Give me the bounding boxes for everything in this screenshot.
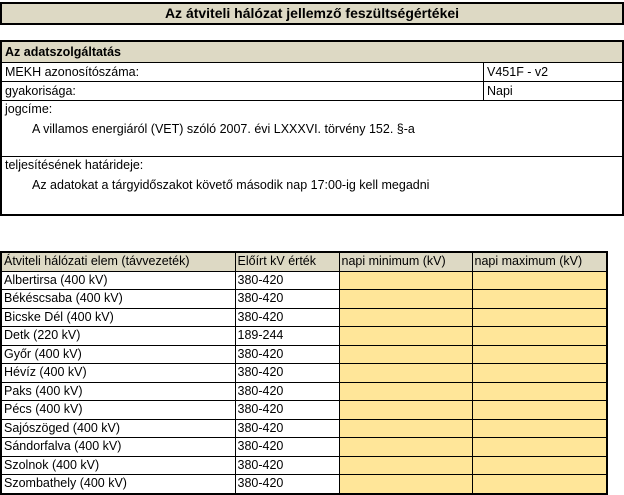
table-row	[1, 401, 607, 420]
column-header-min: napi minimum (kV)	[339, 252, 472, 271]
element-name: Detk (220 kV)	[1, 327, 235, 346]
daily-min-input[interactable]	[339, 327, 472, 346]
prescribed-range: 380-420	[235, 364, 339, 383]
mekh-row	[2, 63, 622, 82]
daily-max-input[interactable]	[472, 290, 607, 309]
daily-min-input[interactable]	[339, 364, 472, 383]
prescribed-range: 380-420	[235, 345, 339, 364]
prescribed-range: 380-420	[235, 438, 339, 457]
prescribed-range: 380-420	[235, 271, 339, 290]
prescribed-range: 380-420	[235, 475, 339, 494]
table-header-row	[1, 252, 607, 271]
daily-max-input[interactable]	[472, 345, 607, 364]
deadline-value: Az adatokat a tárgyidőszakot követő második nap 17:00-ig kell megadni	[32, 178, 430, 192]
daily-min-input[interactable]	[339, 271, 472, 290]
table-row	[1, 364, 607, 383]
daily-min-input[interactable]	[339, 475, 472, 494]
element-name: Sajószöged (400 kV)	[1, 419, 235, 438]
element-name: Békéscsaba (400 kV)	[1, 290, 235, 309]
element-name: Bicske Dél (400 kV)	[1, 308, 235, 327]
table-row	[1, 475, 607, 494]
daily-max-input[interactable]	[472, 456, 607, 475]
column-header-range: Előírt kV érték	[235, 252, 339, 271]
table-row	[1, 308, 607, 327]
daily-max-input[interactable]	[472, 382, 607, 401]
frequency-label: gyakorisága:	[2, 82, 484, 100]
element-name: Győr (400 kV)	[1, 345, 235, 364]
element-name: Szolnok (400 kV)	[1, 456, 235, 475]
daily-min-input[interactable]	[339, 345, 472, 364]
prescribed-range: 380-420	[235, 290, 339, 309]
daily-max-input[interactable]	[472, 308, 607, 327]
column-header-max: napi maximum (kV)	[472, 252, 607, 271]
prescribed-range: 380-420	[235, 382, 339, 401]
prescribed-range: 189-244	[235, 327, 339, 346]
table-row	[1, 419, 607, 438]
frequency-value[interactable]: Napi	[487, 84, 513, 98]
deadline-label: teljesítésének határideje:	[5, 158, 144, 172]
deadline-block	[2, 157, 622, 194]
prescribed-range: 380-420	[235, 419, 339, 438]
prescribed-range: 380-420	[235, 456, 339, 475]
element-name: Sándorfalva (400 kV)	[1, 438, 235, 457]
table-row	[1, 271, 607, 290]
daily-min-input[interactable]	[339, 438, 472, 457]
daily-min-input[interactable]	[339, 308, 472, 327]
daily-max-input[interactable]	[472, 419, 607, 438]
table-row	[1, 382, 607, 401]
legal-basis-value: A villamos energiáról (VET) szóló 2007. évi LXXXVI. törvény 152. §-a	[32, 122, 415, 136]
element-name: Pécs (400 kV)	[1, 401, 235, 420]
element-name: Albertirsa (400 kV)	[1, 271, 235, 290]
voltage-table	[0, 251, 608, 495]
element-name: Paks (400 kV)	[1, 382, 235, 401]
section-header: Az adatszolgáltatás	[2, 42, 622, 63]
mekh-value[interactable]: V451F - v2	[487, 65, 549, 79]
table-row	[1, 456, 607, 475]
daily-min-input[interactable]	[339, 419, 472, 438]
element-name: Szombathely (400 kV)	[1, 475, 235, 494]
legal-basis-block	[2, 101, 622, 157]
daily-min-input[interactable]	[339, 456, 472, 475]
table-row	[1, 345, 607, 364]
daily-min-input[interactable]	[339, 401, 472, 420]
frequency-row	[2, 82, 622, 101]
legal-basis-label: jogcíme:	[5, 102, 53, 116]
mekh-label: MEKH azonosítószáma:	[2, 63, 484, 81]
daily-max-input[interactable]	[472, 271, 607, 290]
element-name: Hévíz (400 kV)	[1, 364, 235, 383]
table-row	[1, 327, 607, 346]
daily-max-input[interactable]	[472, 401, 607, 420]
daily-max-input[interactable]	[472, 475, 607, 494]
daily-max-input[interactable]	[472, 364, 607, 383]
data-service-section	[0, 40, 624, 216]
table-row	[1, 290, 607, 309]
prescribed-range: 380-420	[235, 401, 339, 420]
column-header-element: Átviteli hálózati elem (távvezeték)	[1, 252, 235, 271]
prescribed-range: 380-420	[235, 308, 339, 327]
page-title: Az átviteli hálózat jellemző feszültségértékei	[0, 2, 624, 25]
table-row	[1, 438, 607, 457]
daily-min-input[interactable]	[339, 382, 472, 401]
daily-max-input[interactable]	[472, 438, 607, 457]
daily-min-input[interactable]	[339, 290, 472, 309]
daily-max-input[interactable]	[472, 327, 607, 346]
